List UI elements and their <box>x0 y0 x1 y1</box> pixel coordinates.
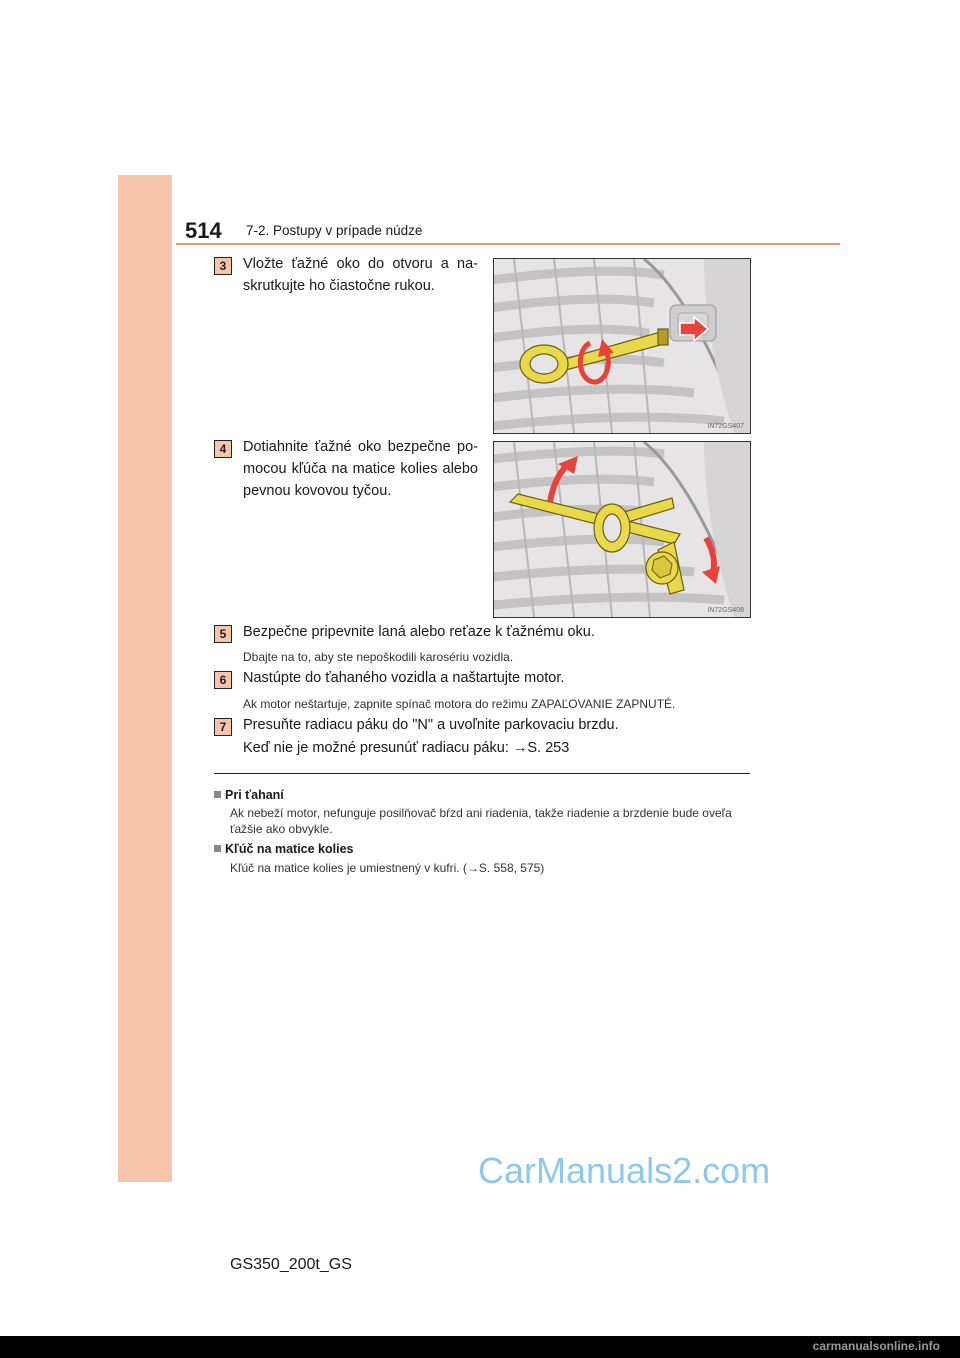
step-number-6: 6 <box>214 671 232 689</box>
figure-code: IN72GS408 <box>707 607 744 614</box>
note-body-wheel-wrench: Kľúč na matice kolies je umiestnený v kufri. (→S. 558, 575) <box>230 861 545 875</box>
step-6-text: Nastúpte do ťahaného vozidla a naštartujte motor. <box>243 670 565 686</box>
page-number: 514 <box>185 218 222 243</box>
step-7-text: Presuňte radiacu páku do "N" a uvoľnite parkovaciu brzdu. <box>243 717 619 733</box>
step-5-note: Dbajte na to, aby ste nepoškodili karosériu vozidla. <box>243 650 514 664</box>
step-6-note: Ak motor neštartuje, zapnite spínač motora do režimu ZAPAĽOVANIE ZAPNUTÉ. <box>243 697 676 711</box>
footer-site-link[interactable]: carmanualsonline.info <box>812 1339 940 1353</box>
step-number-4: 4 <box>214 440 232 458</box>
model-code: GS350_200t_GS <box>230 1256 352 1273</box>
step-number-5: 5 <box>214 625 232 643</box>
tow-eye-tighten-illustration <box>494 442 750 617</box>
step-number-3: 3 <box>214 257 232 275</box>
watermark-logo: CarManuals2.com <box>478 1150 771 1191</box>
note-body-towing: Ak nebeží motor, nefunguje posilňovač bŕzd ani riadenia, takže riadenie a brzdenie bude oveľa ťažšie ako obvykle. <box>230 806 732 836</box>
figure-code: IN72GS407 <box>707 423 744 430</box>
step-3-text: Vložte ťažné oko do otvoru a na-skrutkujte ho čiastočne rukou. <box>243 256 478 294</box>
step-7-text-reference: Keď nie je možné presunúť radiacu páku: →S. 253 <box>243 740 570 756</box>
tow-eye-insert-illustration <box>494 259 750 433</box>
step-number-7: 7 <box>214 718 232 736</box>
figure-insert-tow-eye <box>493 258 751 434</box>
header-divider <box>176 243 840 245</box>
section-title: 7-2. Postupy v prípade núdze <box>246 223 423 238</box>
step-5-text: Bezpečne pripevnite laná alebo reťaze k ťažnému oku. <box>243 624 595 640</box>
step-4-text: Dotiahnite ťažné oko bezpečne po-mocou kľúča na matice kolies alebo pevnou kovovou tyčou. <box>243 439 478 499</box>
bullet-square-icon <box>214 791 221 798</box>
bullet-square-icon <box>214 845 221 852</box>
chapter-sidebar-tab <box>118 175 172 1182</box>
notes-divider <box>214 773 750 774</box>
figure-tighten-tow-eye <box>493 441 751 618</box>
note-heading-towing: Pri ťahaní <box>214 788 284 802</box>
note-heading-wheel-wrench: Kľúč na matice kolies <box>214 842 353 856</box>
